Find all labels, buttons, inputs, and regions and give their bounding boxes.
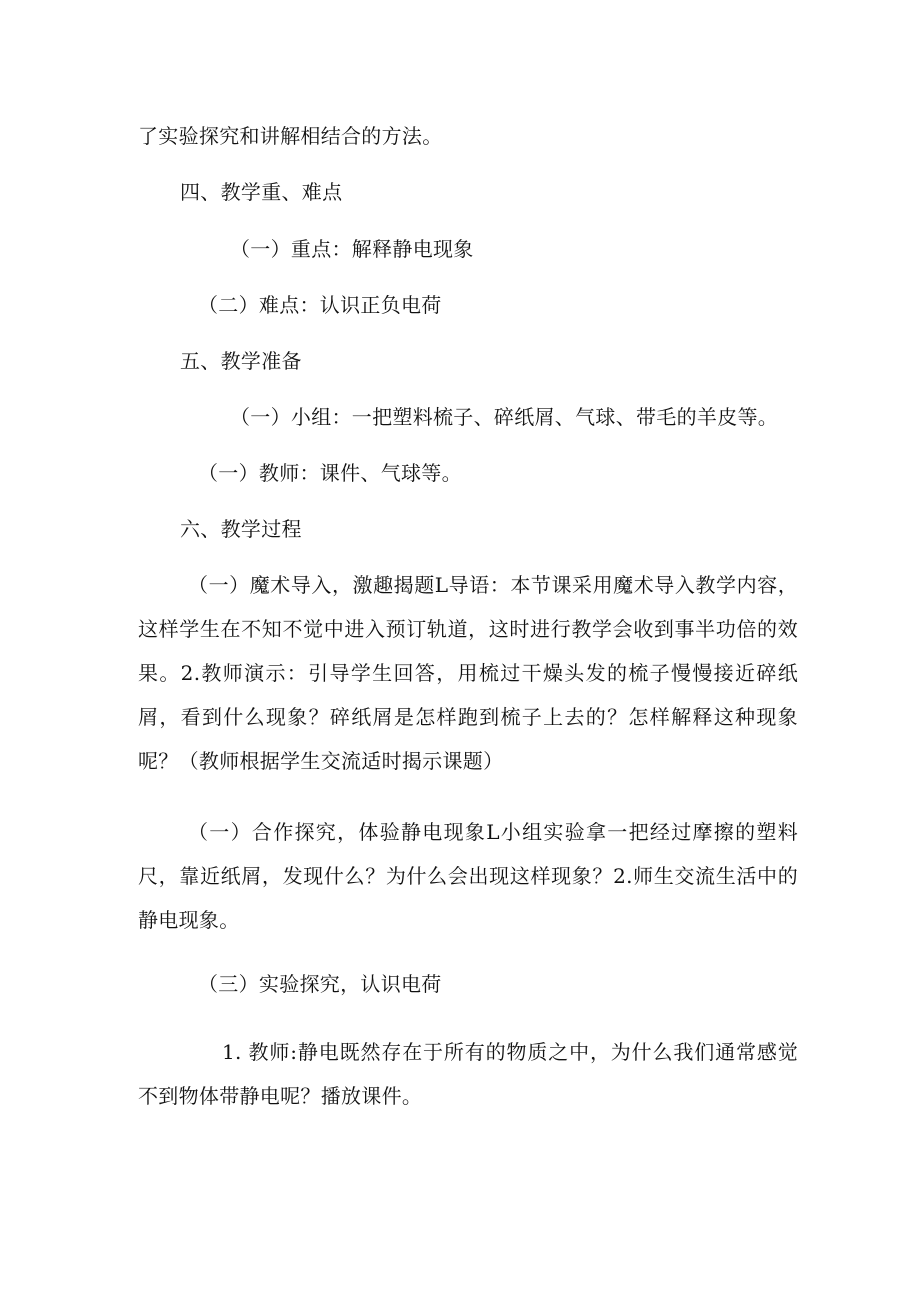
process-paragraph-2: （一）合作探究，体验静电现象L小组实验拿一把经过摩擦的塑料尺，靠近纸屑，发现什么？为什么会出现这样现象？2.师生交流生活中的静电现象。 xyxy=(138,820,798,932)
process-heading-3: （三）实验探究，认识电荷 xyxy=(198,972,442,996)
key-point-line: （一）重点：解释静电现象 xyxy=(230,237,474,261)
prep-group-line: （一）小组：一把塑料梳子、碎纸屑、气球、带毛的羊皮等。 xyxy=(230,405,779,429)
item-number: 1. xyxy=(222,1040,242,1064)
process-paragraph-1: （一）魔术导入，激趣揭题L导语：本节课采用魔术导入教学内容，这样学生在不知不觉中进入预订轨道，这时进行教学会收到事半功倍的效果。2.教师演示：引导学生回答，用梳过干燥头发的梳子慢慢接近碎纸屑，看到什么现象？碎纸屑是怎样跑到梳子上去的？怎样解释这种现象呢？（教师根据学生交流适时揭示课题） xyxy=(138,573,798,773)
section-heading-4: 四、教学重、难点 xyxy=(180,180,343,204)
text-line-continuation: 了实验探究和讲解相结合的方法。 xyxy=(138,124,443,148)
section-heading-5: 五、教学准备 xyxy=(180,349,302,373)
prep-teacher-line: （一）教师：课件、气球等。 xyxy=(198,461,462,485)
numbered-item-1 xyxy=(138,1030,798,1118)
item-text: 教师:静电既然存在于所有的物质之中，为什么我们通常感觉不到物体带静电呢？播放课件。 xyxy=(138,1040,798,1108)
difficult-point-line: （二）难点：认识正负电荷 xyxy=(198,293,442,317)
section-heading-6: 六、教学过程 xyxy=(180,517,302,541)
